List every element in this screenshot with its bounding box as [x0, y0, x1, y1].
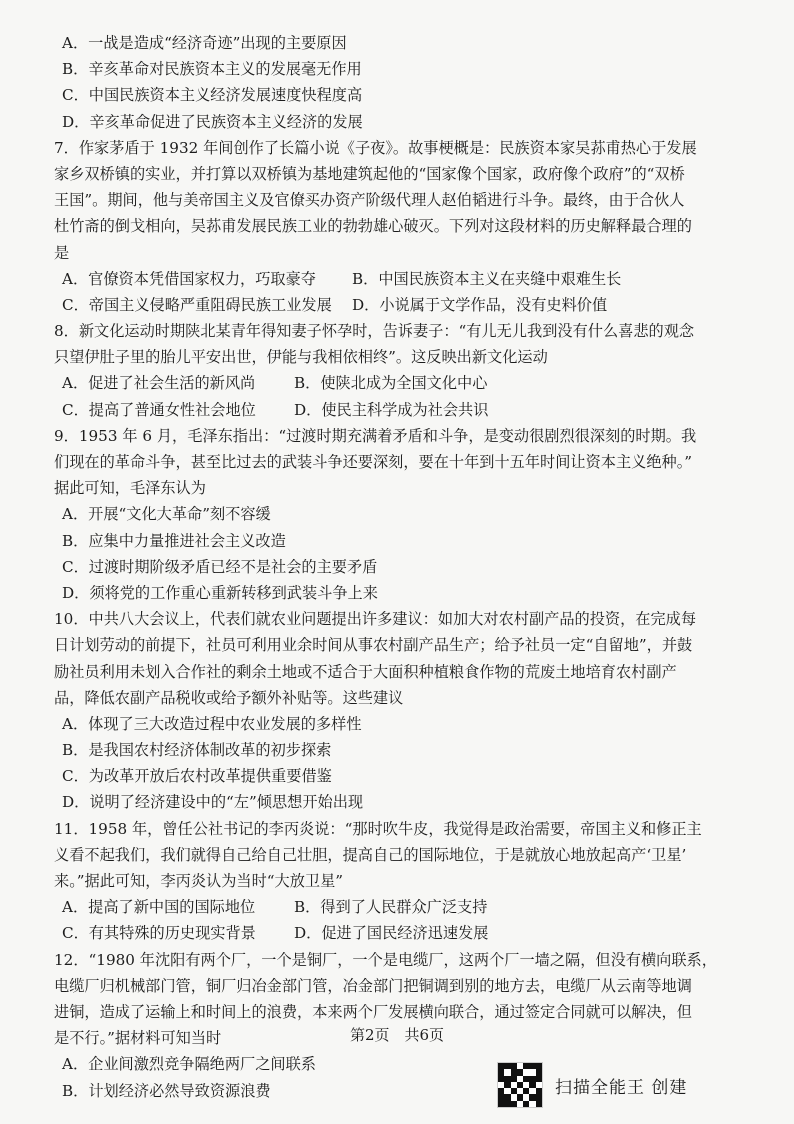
- option: A．开展“文化大革命”刻不容缓: [62, 505, 271, 524]
- question-stem-line: 来。”据此可知，李丙炎认为当时“大放卫星”: [54, 872, 344, 890]
- question-stem-line: 是: [54, 243, 70, 262]
- scanner-watermark: [497, 1062, 687, 1108]
- option-row: [54, 920, 746, 946]
- qr-code-icon: [497, 1062, 543, 1108]
- question-stem-line: 据此可知，毛泽东认为: [54, 479, 206, 498]
- option: C．为改革开放后农村改革提供重要借鉴: [62, 767, 332, 786]
- option: A．体现了三大改造过程中农业发展的多样性: [62, 714, 362, 733]
- option: B．计划经济必然导致资源浪费: [62, 1081, 271, 1100]
- option: D．促进了国民经济迅速发展: [294, 924, 489, 943]
- question-stem-line: 11．1958 年，曾任公社书记的李丙炎说：“那时吹牛皮，我觉得是政治需要，帝国主义和修正主: [54, 819, 702, 838]
- option: A．一战是造成“经济奇迹”出现的主要原因: [62, 34, 347, 52]
- option: B．中国民族资本主义在夹缝中艰难生长: [352, 269, 622, 288]
- option: A．官僚资本凭借国家权力，巧取豪夺: [62, 269, 316, 288]
- option-row: [54, 266, 746, 292]
- question-11: [54, 816, 746, 947]
- option: B．是我国农村经济体制改革的初步探索: [62, 741, 332, 760]
- option: D．须将党的工作重心重新转移到武装斗争上来: [62, 583, 378, 602]
- question-stem-line: 王国”。期间，他与美帝国主义及官僚买办资产阶级代理人赵伯韬进行斗争。最终，由于合伙人: [54, 191, 685, 210]
- question-stem-line: 电缆厂归机械部门管，铜厂归冶金部门管，冶金部门把铜调到别的地方去，电缆厂从云南等地调: [54, 976, 692, 995]
- question-stem-line: 日计划劳动的前提下，社员可利用业余时间从事农村副产品生产；给予社员一定“自留地”，并鼓: [54, 636, 693, 655]
- option: D．辛亥革命促进了民族资本主义经济的发展: [62, 112, 363, 131]
- question-stem-line: 只望伊肚子里的胎儿平安出世，伊能与我相依相终”。这反映出新文化运动: [54, 348, 548, 367]
- option: D．说明了经济建设中的“左”倾思想开始出现: [62, 793, 364, 812]
- option: C．中国民族资本主义经济发展速度快程度高: [62, 86, 363, 105]
- question-stem-line: 品，降低农副产品税收或给予额外补贴等。这些建议: [54, 688, 404, 707]
- question-8: [54, 318, 746, 423]
- option: D．小说属于文学作品，没有史料价值: [352, 295, 608, 314]
- question-stem-line: 义看不起我们，我们就得自己给自己壮胆，提高自己的国际地位，于是就放心地放起高产‘卫星’: [54, 845, 687, 864]
- option: A．促进了社会生活的新风尚: [62, 374, 256, 393]
- question-stem-line: 进铜，造成了运输上和时间上的浪费，本来两个厂发展横向联合，通过签定合同就可以解决，但: [54, 1002, 692, 1021]
- option-row: [54, 292, 746, 318]
- question-9: [54, 423, 746, 606]
- question-10: [54, 606, 746, 816]
- option: B．得到了人民群众广泛支持: [294, 898, 488, 917]
- question-stem-line: 杜竹斋的倒戈相向，吴荪甫发展民族工业的勃勃雄心破灭。下列对这段材料的历史解释最合理的: [54, 217, 692, 236]
- watermark-text: 扫描全能王 创建: [555, 1077, 688, 1098]
- option-row: [54, 397, 746, 423]
- option: D．使民主科学成为社会共识: [294, 400, 489, 419]
- question-stem-line: 10．中共八大会议上，代表们就农业问题提出许多建议：如加大对农村副产品的投资，在完成每: [54, 610, 697, 629]
- option: C．帝国主义侵略严重阻碍民族工业发展: [62, 295, 332, 314]
- question-stem-line: 是不行。”据材料可知当时: [54, 1029, 222, 1048]
- question-stem-line: 7．作家茅盾于 1932 年间创作了长篇小说《子夜》。故事梗概是：民族资本家吴荪甫热心于发展: [54, 138, 697, 157]
- option: B．辛亥革命对民族资本主义的发展毫无作用: [62, 60, 362, 79]
- option: A．提高了新中国的国际地位: [62, 898, 256, 917]
- question-6-tail: [54, 30, 746, 135]
- question-stem-line: 12．“1980 年沈阳有两个厂，一个是铜厂，一个是电缆厂，这两个厂一墙之隔，但没有横向联系，: [54, 950, 717, 969]
- question-stem-line: 励社员利用未划入合作社的剩余土地或不适合于大面积种植粮食作物的荒废土地培育农村副产: [54, 662, 677, 681]
- option: C．过渡时期阶级矛盾已经不是社会的主要矛盾: [62, 557, 378, 576]
- question-stem-line: 9．1953 年 6 月，毛泽东指出：“过渡时期充满着矛盾和斗争，是变动很剧烈很深刻的时期。我: [54, 426, 697, 445]
- option: B．应集中力量推进社会主义改造: [62, 531, 286, 550]
- option: B．使陕北成为全国文化中心: [294, 374, 488, 393]
- question-stem-line: 8．新文化运动时期陕北某青年得知妻子怀孕时，告诉妻子：“有儿无儿我到没有什么喜悲的观念: [54, 322, 695, 341]
- option-row: [54, 894, 746, 920]
- question-stem-line: 们现在的革命斗争，甚至比过去的武装斗争还要深刻，要在十年到十五年时间让资本主义绝种。”: [54, 453, 693, 471]
- page-number: 第2页 共6页: [349, 1026, 445, 1044]
- option-row: [54, 370, 746, 396]
- option: C．提高了普通女性社会地位: [62, 400, 256, 419]
- question-stem-line: 家乡双桥镇的实业，并打算以双桥镇为基地建筑起他的“国家像个国家，政府像个政府”的“双桥: [54, 164, 685, 183]
- option: C．有其特殊的历史现实背景: [62, 924, 256, 943]
- question-7: [54, 135, 746, 318]
- option: A．企业间激烈竞争隔绝两厂之间联系: [62, 1055, 316, 1074]
